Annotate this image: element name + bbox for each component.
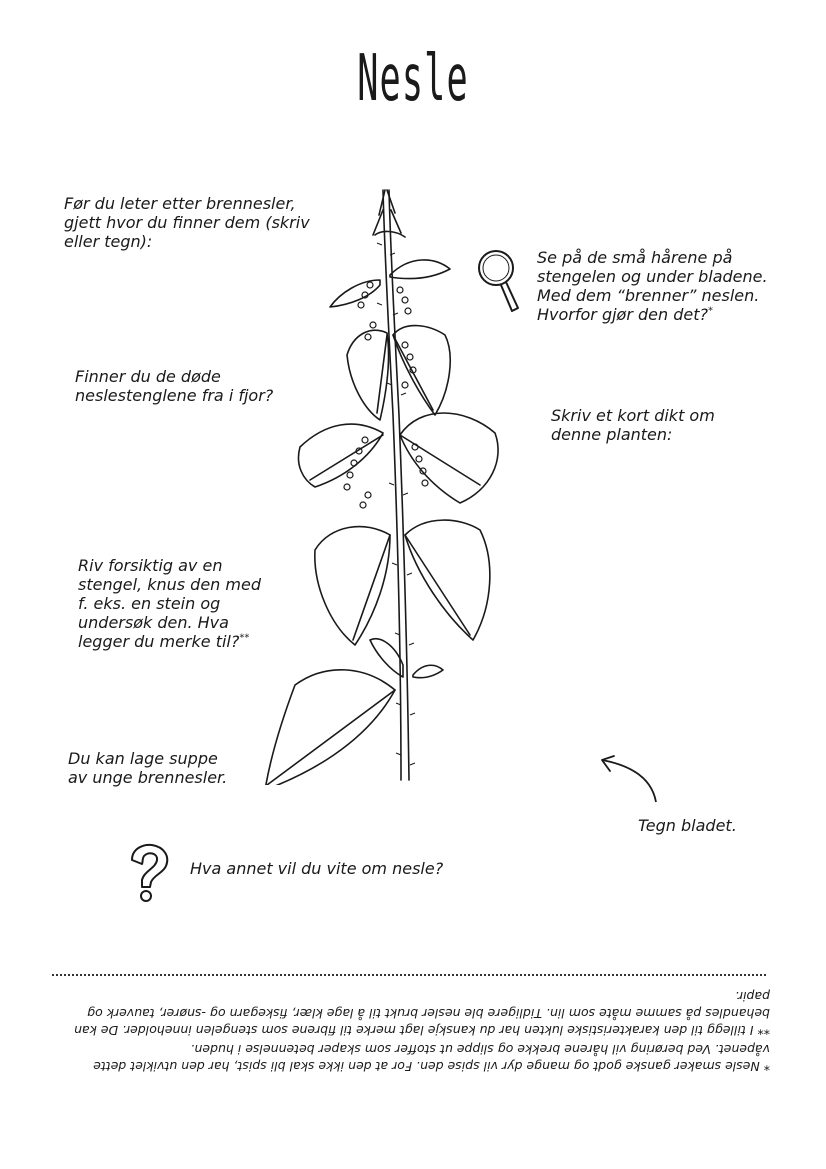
prompt-crush-stem-text: Riv forsiktig av en stengel, knus den med f. eks. en stein og undersøk den. Hva legger du merke til? bbox=[78, 556, 261, 651]
question-mark-icon bbox=[124, 842, 174, 904]
footnote-mark-1: * bbox=[708, 305, 713, 317]
prompt-poem: Skriv et kort dikt om denne planten: bbox=[551, 406, 715, 444]
footnote-2: ** I tillegg til den karakteristiske lukten har du kanskje lagt merke til fibrene som stengelen inneholder. De kan behandles på samme måte som lin. Tidligere ble nesler brukt til å lage klær, fiskegarn og -snører, tauverk og papir. bbox=[74, 989, 770, 1038]
footnote-1: * Nesle smaker ganske godt og mange dyr vil spise den. For at den ikke skal bli spist, har den utviklet dette våpenet. Ved berøring vil hårene brekke og slippe ut stoffer som skaper betennelse i huden. bbox=[93, 1042, 770, 1074]
nettle-illustration bbox=[255, 185, 525, 785]
arrow-icon bbox=[594, 752, 664, 812]
cut-line-divider bbox=[52, 974, 766, 976]
page-title: Nesle bbox=[357, 42, 469, 116]
prompt-soup: Du kan lage suppe av unge brennesler. bbox=[68, 749, 228, 787]
prompt-guess-location: Før du leter etter brennesler, gjett hvor du finner dem (skriv eller tegn): bbox=[64, 194, 310, 251]
prompt-dead-stalks: Finner du de døde neslestenglene fra i fjor? bbox=[75, 367, 274, 405]
prompt-what-else: Hva annet vil du vite om nesle? bbox=[190, 859, 444, 878]
prompt-hairs bbox=[537, 248, 797, 324]
footnote-mark-2: ** bbox=[239, 632, 250, 644]
prompt-hairs-text: Se på de små hårene på stengelen og under bladene. Med dem “brenner” neslen. Hvorfor gjør den det? bbox=[537, 248, 768, 324]
prompt-draw-leaf: Tegn bladet. bbox=[638, 816, 737, 835]
footnotes-upside-down bbox=[58, 986, 770, 1075]
